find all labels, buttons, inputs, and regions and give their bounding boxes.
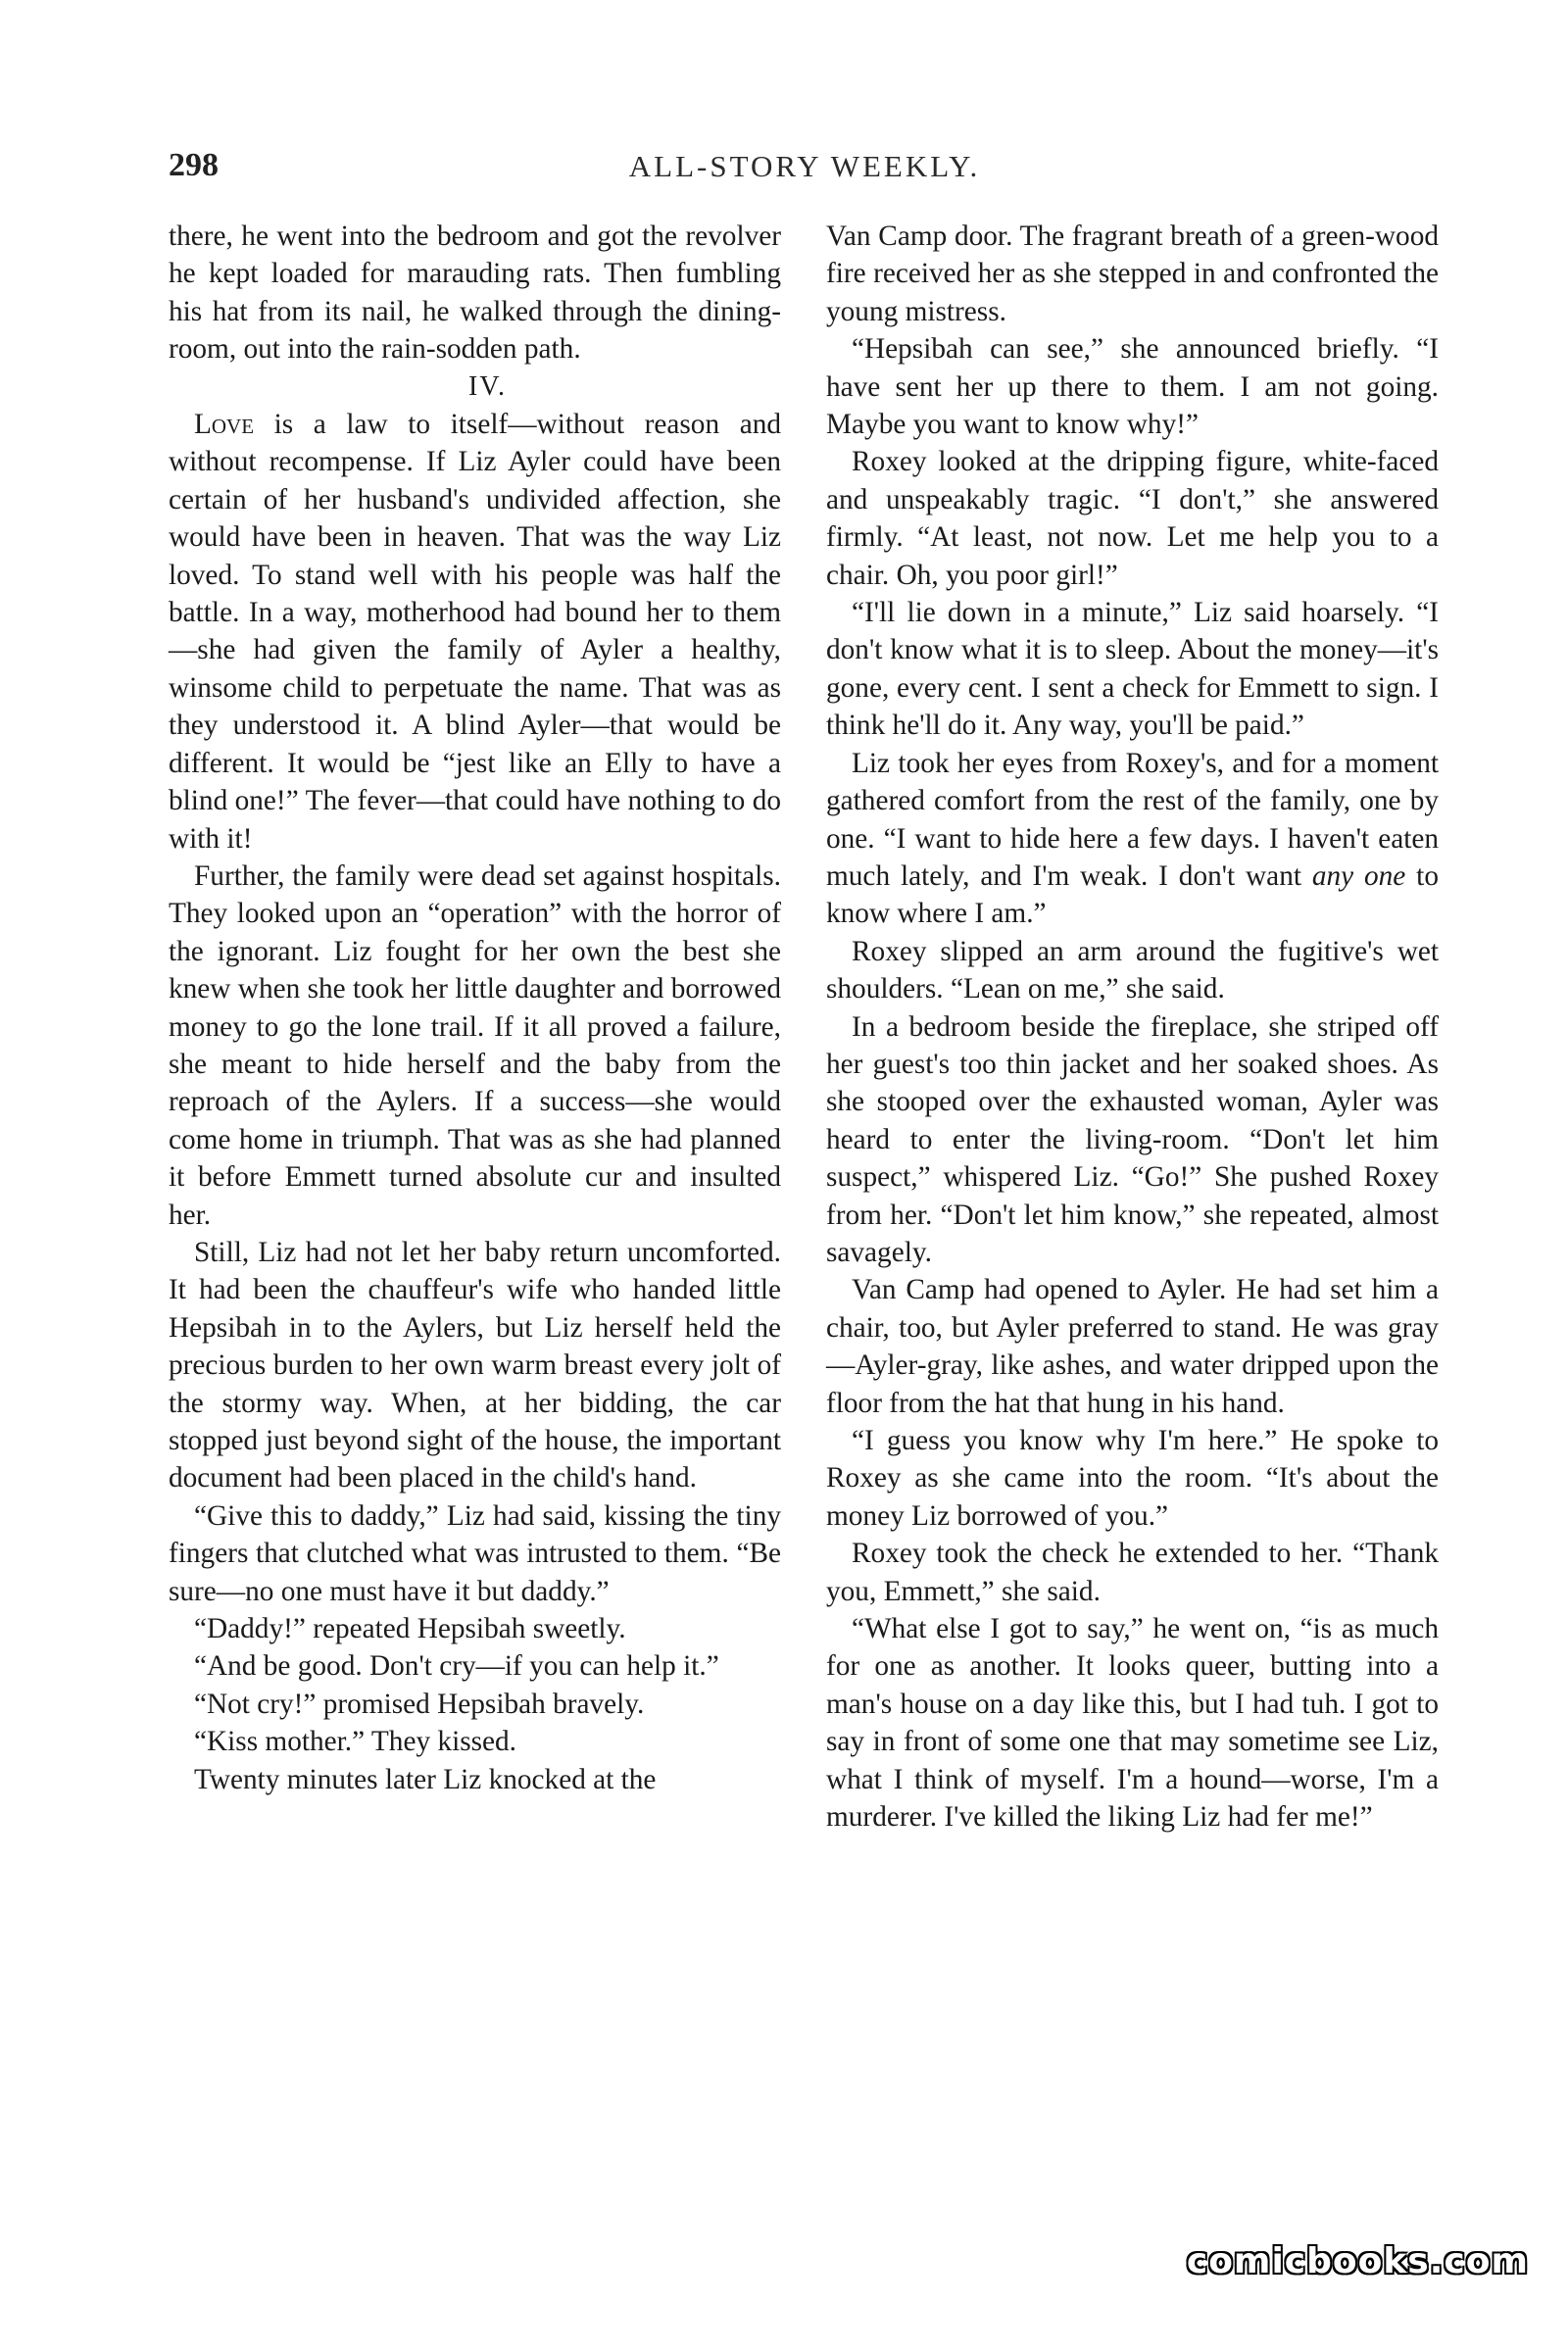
paragraph: In a bedroom beside the fireplace, she striped off her guest's too thin jacket and her soaked shoes. As she stooped over the exhausted woman, Ayler was heard to enter the living-room. “Don't let him suspect,” whispered Liz. “Go!” She pushed Roxey from her. “Don't let him know,” she repeated, almost savagely.	[826, 1010, 1439, 1268]
paragraph: Van Camp door. The fragrant breath of a green-wood fire received her as she stepped in and confronted the young mistress.	[826, 220, 1439, 327]
paragraph: “I'll lie down in a minute,” Liz said hoarsely. “I don't know what it is to sleep. About the money—it's gone, every cent. I sent a check for Emmett to sign. I think he'll do it. Any way, you'll be paid.”	[826, 597, 1439, 742]
paragraph: “And be good. Don't cry—if you can help it.”	[194, 1650, 719, 1683]
paragraph: Roxey took the check he extended to her. “Thank you, Emmett,” she said.	[826, 1538, 1439, 1607]
paragraph: “I guess you know why I'm here.” He spoke to Roxey as she came into the room. “It's about the money Liz borrowed of you.”	[826, 1425, 1439, 1532]
paragraph: Still, Liz had not let her baby return uncomforted. It had been the chauffeur's wife who handed little Hepsibah in to the Aylers, but Liz herself held the precious burden to her own warm breast every jolt of the stormy way. When, at her bidding, the car stopped just beyond sight of the house, the important document had been placed in the child's hand.	[169, 1236, 781, 1494]
paragraph-text: Liz took her eyes from Roxey's, and for a moment gathered comfort from the rest of the family, one by one. “I want to hide here a few days. I haven't eaten much lately, and I'm weak. I don't want	[826, 747, 1439, 892]
running-head: ALL-STORY WEEKLY.	[628, 149, 981, 183]
paragraph: there, he went into the bedroom and got the revolver he kept loaded for marauding rats. Then fumbling his hat from its nail, he walked through the dining-room, out into the rain-sodden path.	[169, 220, 781, 366]
paragraph-text: is a law to itself—without reason and without recompense. If Liz Ayler could have been certain of her husband's undivided affection, she would have been in heaven. That was the way Liz loved. To stand well with his people was half the battle. In a way, motherhood had bound her to them—she had given the family of Ayler a healthy, winsome child to perpetuate the name. That was as they understood it. A blind Ayler—that would be different. It would be “jest like an Elly to have a blind one!” The fever—that could have nothing to do with it!	[169, 409, 781, 855]
paragraph: “Daddy!” repeated Hepsibah sweetly.	[194, 1613, 626, 1645]
paragraph: “Kiss mother.” They kissed.	[194, 1726, 517, 1758]
paragraph: Roxey looked at the dripping figure, white-faced and unspeakably tragic. “I don't,” she answered firmly. “At least, not now. Let me help you to a chair. Oh, you poor girl!”	[826, 446, 1439, 591]
page-number: 298	[169, 147, 219, 183]
paragraph: “Not cry!” promised Hepsibah bravely.	[194, 1688, 645, 1720]
paragraph: Twenty minutes later Liz knocked at the	[194, 1763, 657, 1795]
drop-word: Love	[194, 409, 255, 441]
paragraph: Further, the family were dead set against hospitals. They looked upon an “operation” with the horror of the ignorant. Liz fought for her own the best she knew when she took her little daughter and borrowed money to go the lone trail. If it all proved a failure, she meant to hide herself and the baby from the reproach of the Aylers. If a success—she would come home in triumph. That was as she had planned it before Emmett turned absolute cur and insulted her.	[169, 859, 781, 1231]
paragraph: Van Camp had opened to Ayler. He had set him a chair, too, but Ayler preferred to stand. He was gray—Ayler-gray, like ashes, and water dripped upon the floor from the hat that hung in his hand.	[826, 1274, 1439, 1419]
paragraph: Roxey slipped an arm around the fugitive's wet shoulders. “Lean on me,” she said.	[826, 935, 1439, 1005]
paragraph: “Hepsibah can see,” she announced briefly. “I have sent her up there to them. I am not going. Maybe you want to know why!”	[826, 333, 1439, 441]
section-number: IV.	[468, 370, 507, 402]
paragraph: “What else I got to say,” he went on, “is as much for one as another. It looks queer, butting into a man's house on a day like this, but I had tuh. I got to say in front of some one that may sometime see Liz, what I think of myself. I'm a hound—worse, I'm a murderer. I've killed the liking Liz had fer me!”	[826, 1613, 1439, 1834]
paragraph-text: to know where I am.”	[826, 859, 1439, 930]
left-column	[169, 218, 781, 1798]
page-header	[169, 147, 1441, 206]
paragraph	[826, 745, 1439, 933]
paragraph	[169, 406, 781, 858]
watermark-logo: comicbooks.com	[1186, 2241, 1529, 2281]
right-column	[826, 218, 1439, 1836]
paragraph: “Give this to daddy,” Liz had said, kissing the tiny fingers that clutched what was intrusted to them. “Be sure—no one must have it but daddy.”	[169, 1499, 781, 1607]
emphasis-text: any one	[1311, 859, 1406, 892]
